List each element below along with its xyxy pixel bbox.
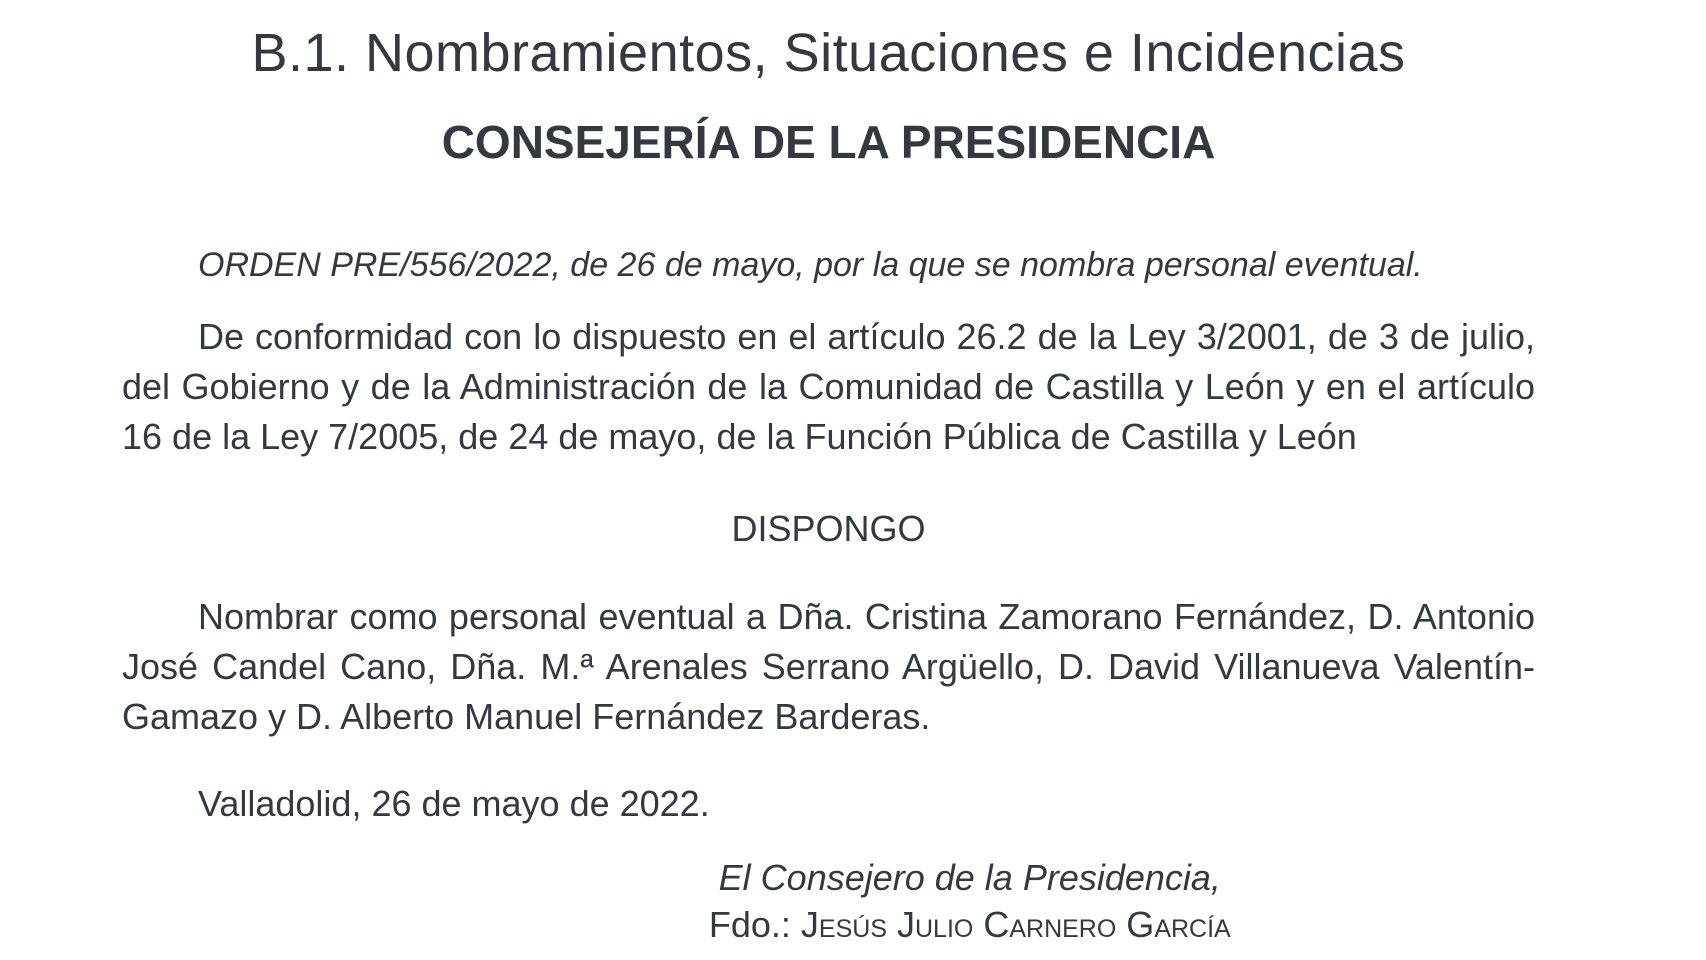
signature-name-line <box>617 901 1324 948</box>
dispongo-heading: DISPONGO <box>731 508 926 549</box>
department-heading: CONSEJERÍA DE LA PRESIDENCIA <box>441 116 1216 168</box>
appointments-paragraph: Nombrar como personal eventual a Dña. Cristina Zamorano Fernández, D. Antonio José Candel Cano, Dña. M.ª Arenales Serrano Argüello, D. David Villanueva Valentín-Gamazo y D. Alberto Manuel Fernández Barderas. <box>122 596 1535 737</box>
order-title: ORDEN PRE/556/2022, de 26 de mayo, por la que se nombra personal eventual. <box>198 246 1423 284</box>
legal-paragraph: De conformidad con lo dispuesto en el artículo 26.2 de la Ley 3/2001, de 3 de julio, del Gobierno y de la Administración de la Comunidad de Castilla y León y en el artículo 16 de la Ley 7/2005, de 24 de mayo, de la Función Pública de Castilla y León <box>122 316 1535 457</box>
signature-name: Jesús Julio Carnero García <box>800 904 1231 945</box>
signature-block <box>617 854 1324 948</box>
section-heading: B.1. Nombramientos, Situaciones e Incidencias <box>251 23 1406 83</box>
signature-role: El Consejero de la Presidencia, <box>718 857 1221 898</box>
signature-prefix: Fdo.: <box>708 904 801 945</box>
place-date: Valladolid, 26 de mayo de 2022. <box>198 783 710 824</box>
